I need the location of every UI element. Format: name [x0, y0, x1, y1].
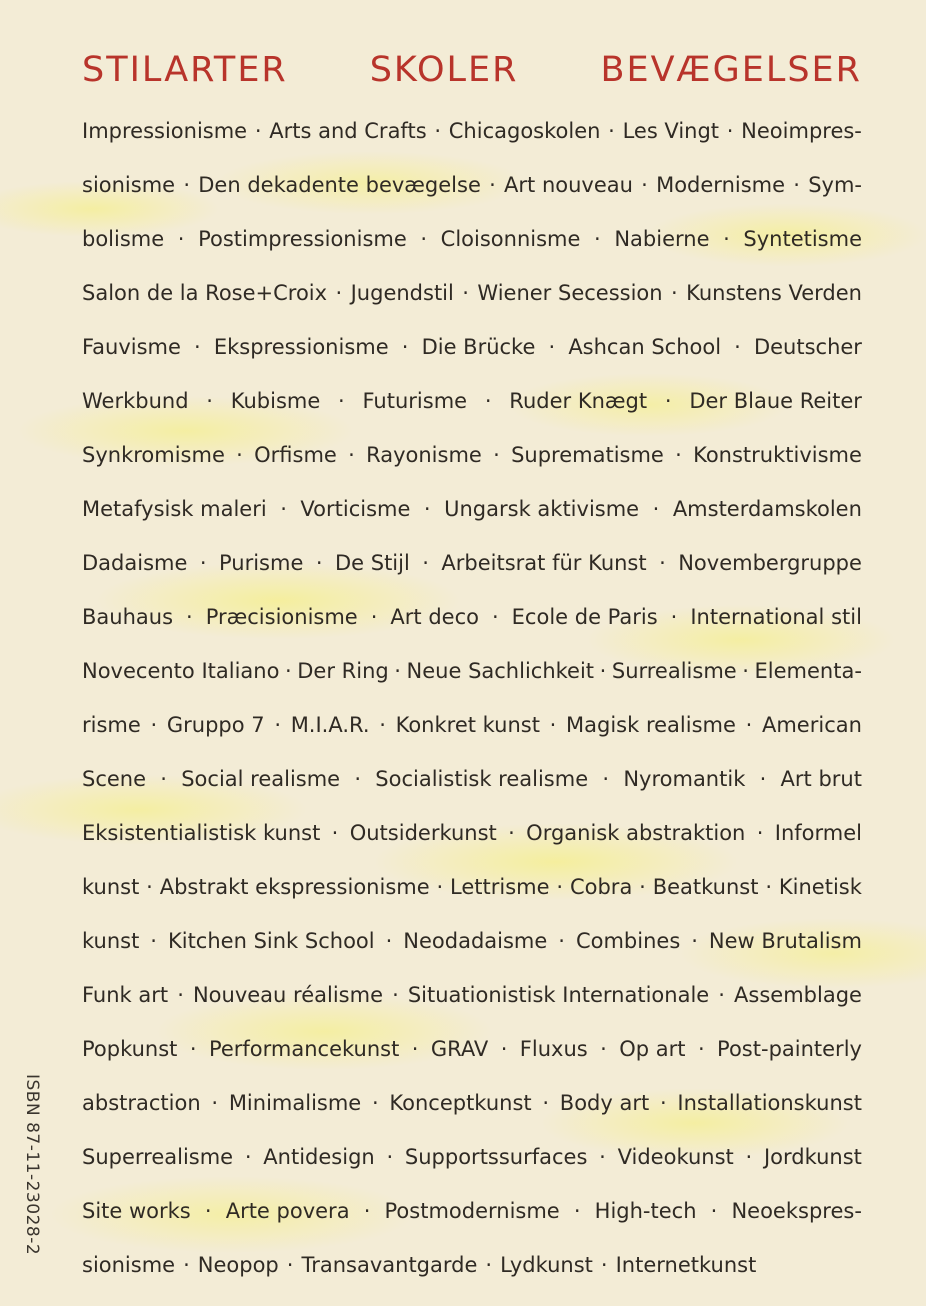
movement-name: Rayonisme [366, 443, 482, 467]
movement-name: Deutscher [753, 335, 862, 359]
movement-name: Les Vingt [622, 119, 720, 143]
separator-dot: · [652, 497, 660, 521]
list-item [82, 922, 862, 976]
separator-dot: · [659, 551, 666, 575]
list-item [82, 274, 862, 328]
separator-dot: · [160, 767, 167, 791]
separator-dot: · [745, 1145, 753, 1169]
movement-name: GRAV [430, 1037, 489, 1061]
separator-dot: · [462, 281, 469, 305]
movement-name: Ungarsk aktivisme [444, 497, 640, 521]
separator-dot: · [363, 1199, 371, 1223]
movement-name: Beatkunst [652, 875, 759, 899]
separator-dot: · [756, 821, 764, 845]
movement-name: Funk art [82, 983, 169, 1007]
separator-dot: · [354, 767, 362, 791]
separator-dot: · [759, 767, 767, 791]
list-item [82, 976, 862, 1030]
movement-name: Nabierne [614, 227, 710, 251]
movement-name: risme [82, 713, 141, 737]
movement-name: Suprematisme [511, 443, 664, 467]
title-word: BEVÆGELSER [600, 50, 862, 90]
movement-name: Ecole de Paris [511, 605, 658, 629]
movement-name: Neoekspres- [731, 1199, 862, 1223]
separator-dot: · [385, 929, 393, 953]
separator-dot: · [675, 443, 682, 467]
movement-name: Kitchen Sink School [167, 929, 375, 953]
list-item [82, 1084, 862, 1138]
title-word: STILARTER [82, 50, 288, 90]
separator-dot: · [436, 875, 444, 899]
list-item [82, 760, 862, 814]
movement-name: Internetkunst [615, 1253, 757, 1277]
movement-name: abstraction [82, 1091, 201, 1115]
separator-dot: · [691, 929, 698, 953]
movement-name: Den dekadente bevægelse [198, 173, 481, 197]
movement-name: Neopop [197, 1253, 279, 1277]
list-item [82, 868, 862, 922]
movement-name: Der Blaue Reiter [689, 389, 862, 413]
list-item [82, 328, 862, 382]
separator-dot: · [335, 281, 343, 305]
separator-dot: · [600, 1037, 607, 1061]
movement-name: Socialistisk realisme [375, 767, 589, 791]
separator-dot: · [150, 929, 157, 953]
movement-name: Neue Sachlichkeit [406, 659, 595, 683]
separator-dot: · [177, 983, 184, 1007]
separator-dot: · [401, 335, 409, 359]
movement-name: Futurisme [362, 389, 468, 413]
separator-dot: · [371, 1091, 379, 1115]
list-item [82, 166, 862, 220]
movement-name: Elementa- [754, 659, 862, 683]
separator-dot: · [199, 551, 207, 575]
movement-name: Konceptkunst [389, 1091, 532, 1115]
separator-dot: · [331, 821, 339, 845]
movement-name: Orfisme [254, 443, 337, 467]
separator-dot: · [710, 1199, 718, 1223]
separator-dot: · [742, 659, 749, 683]
movement-name: kunst [82, 929, 140, 953]
separator-dot: · [600, 1253, 608, 1277]
separator-dot: · [734, 335, 741, 359]
movement-name: Ashcan School [568, 335, 722, 359]
movement-name: Metafysisk maleri [82, 497, 267, 521]
movement-name: Dadaisme [82, 551, 188, 575]
movement-name: Arts and Crafts [269, 119, 427, 143]
movement-name: Synkromisme [82, 443, 225, 467]
separator-dot: · [500, 1037, 508, 1061]
movement-name: Konkret kunst [395, 713, 540, 737]
movement-name: Outsiderkunst [349, 821, 497, 845]
movement-name: Der Ring [297, 659, 389, 683]
movement-name: Lettrisme [450, 875, 550, 899]
separator-dot: · [558, 929, 565, 953]
movement-name: Purisme [218, 551, 304, 575]
separator-dot: · [484, 389, 492, 413]
separator-dot: · [338, 389, 345, 413]
separator-dot: · [765, 875, 773, 899]
movement-name: Assemblage [734, 983, 862, 1007]
movement-name: sionisme [82, 1253, 176, 1277]
movement-name: Post-painterly [717, 1037, 862, 1061]
separator-dot: · [286, 1253, 294, 1277]
movement-name: Præcisionisme [205, 605, 358, 629]
separator-dot: · [379, 713, 386, 737]
list-item [82, 112, 862, 166]
separator-dot: · [206, 389, 213, 413]
movement-name: Installationskunst [677, 1091, 862, 1115]
separator-dot: · [491, 605, 499, 629]
separator-dot: · [280, 497, 287, 521]
movement-name: Informel [774, 821, 862, 845]
separator-dot: · [549, 713, 557, 737]
movement-name: Kubisme [230, 389, 321, 413]
movement-name: Neodadaisme [403, 929, 548, 953]
separator-dot: · [599, 1145, 606, 1169]
separator-dot: · [189, 1037, 197, 1061]
movement-name: Modernisme [656, 173, 786, 197]
separator-dot: · [573, 1199, 581, 1223]
list-item [82, 1138, 862, 1192]
movement-name: Arte povera [225, 1199, 350, 1223]
movement-name: Art deco [390, 605, 479, 629]
separator-dot: · [194, 335, 201, 359]
movement-name: sionisme [82, 173, 176, 197]
separator-dot: · [723, 227, 730, 251]
movement-name: Jugendstil [350, 281, 454, 305]
separator-dot: · [186, 605, 193, 629]
separator-dot: · [697, 1037, 705, 1061]
separator-dot: · [671, 281, 678, 305]
movement-name: Sym- [808, 173, 862, 197]
separator-dot: · [641, 173, 648, 197]
movement-name: Supportssurfaces [404, 1145, 588, 1169]
list-item [82, 1246, 862, 1300]
list-item [82, 490, 862, 544]
movement-name: Arbeitsrat für Kunst [441, 551, 647, 575]
movement-name: American [761, 713, 862, 737]
movement-name: Werkbund [82, 389, 189, 413]
separator-dot: · [594, 227, 601, 251]
separator-dot: · [726, 119, 734, 143]
separator-dot: · [392, 983, 399, 1007]
movement-name: Nyromantik [623, 767, 746, 791]
movement-name: New Brutalism [708, 929, 862, 953]
movement-name: Fluxus [519, 1037, 588, 1061]
movement-name: M.I.A.R. [290, 713, 370, 737]
movement-name: Performancekunst [208, 1037, 400, 1061]
movement-name: Scene [82, 767, 147, 791]
movement-name: Combines [575, 929, 681, 953]
movement-name: Cobra [569, 875, 633, 899]
separator-dot: · [236, 443, 243, 467]
separator-dot: · [411, 1037, 419, 1061]
separator-dot: · [608, 119, 615, 143]
movement-name: Antidesign [263, 1145, 375, 1169]
movement-name: Kinetisk [778, 875, 862, 899]
movement-name: Salon de la Rose+Croix [82, 281, 328, 305]
list-item [82, 1192, 862, 1246]
list-item [82, 220, 862, 274]
separator-dot: · [556, 875, 564, 899]
movement-name: Superrealisme [82, 1145, 234, 1169]
movement-name: Postimpressionisme [198, 227, 407, 251]
movement-name: Bauhaus [82, 605, 174, 629]
separator-dot: · [508, 821, 515, 845]
movement-name: Nouveau réalisme [192, 983, 383, 1007]
movement-name: Surrealisme [611, 659, 737, 683]
list-item [82, 706, 862, 760]
separator-dot: · [254, 119, 262, 143]
movement-name: Ruder Knægt [509, 389, 648, 413]
movement-name: Neoimpres- [741, 119, 862, 143]
movement-name: Lydkunst [500, 1253, 593, 1277]
list-item [82, 652, 862, 706]
movement-name: International stil [690, 605, 862, 629]
separator-dot: · [599, 659, 607, 683]
separator-dot: · [146, 875, 153, 899]
separator-dot: · [659, 1091, 667, 1115]
separator-dot: · [422, 551, 429, 575]
title-word: SKOLER [369, 50, 519, 90]
list-item [82, 436, 862, 490]
list-item [82, 814, 862, 868]
separator-dot: · [548, 335, 556, 359]
separator-dot: · [639, 875, 646, 899]
movement-name: Jordkunst [763, 1145, 862, 1169]
movement-name: Syntetisme [743, 227, 862, 251]
separator-dot: · [423, 497, 431, 521]
separator-dot: · [485, 1253, 493, 1277]
separator-dot: · [434, 119, 442, 143]
page-title [82, 50, 862, 90]
isbn-number: ISBN 87-11-23028-2 [22, 1074, 42, 1256]
separator-dot: · [244, 1145, 252, 1169]
list-item [82, 598, 862, 652]
movement-name: De Stijl [334, 551, 410, 575]
movement-name: Wiener Secession [477, 281, 663, 305]
movement-name: Situationistisk Internationale [407, 983, 710, 1007]
separator-dot: · [274, 713, 281, 737]
separator-dot: · [394, 659, 401, 683]
movement-name: Videokunst [617, 1145, 734, 1169]
movement-name: Novecento Italiano [82, 659, 280, 683]
movement-name: Die Brücke [421, 335, 536, 359]
separator-dot: · [183, 1253, 190, 1277]
list-item [82, 1030, 862, 1084]
movement-name: Postmodernisme [384, 1199, 560, 1223]
movement-name: Organisk abstraktion [526, 821, 746, 845]
movement-name: Impressionisme [82, 119, 248, 143]
movement-name: Ekspressionisme [213, 335, 389, 359]
movement-name: Minimalisme [228, 1091, 362, 1115]
movement-name: Abstrakt ekspressionisme [159, 875, 430, 899]
movement-name: Eksistentialistisk kunst [82, 821, 321, 845]
list-item [82, 382, 862, 436]
movement-name: bolisme [82, 227, 165, 251]
movement-name: Art brut [780, 767, 862, 791]
separator-dot: · [386, 1145, 394, 1169]
movement-list [82, 112, 862, 1300]
separator-dot: · [602, 767, 610, 791]
separator-dot: · [493, 443, 500, 467]
separator-dot: · [793, 173, 800, 197]
movement-name: Op art [619, 1037, 686, 1061]
separator-dot: · [211, 1091, 219, 1115]
separator-dot: · [370, 605, 378, 629]
movement-name: Fauvisme [82, 335, 181, 359]
separator-dot: · [348, 443, 355, 467]
separator-dot: · [420, 227, 428, 251]
movement-name: Cloisonnisme [440, 227, 581, 251]
movement-name: High-tech [594, 1199, 697, 1223]
movement-name: Chicagoskolen [448, 119, 601, 143]
separator-dot: · [183, 173, 191, 197]
movement-name: Popkunst [82, 1037, 178, 1061]
list-item [82, 544, 862, 598]
separator-dot: · [177, 227, 185, 251]
separator-dot: · [718, 983, 725, 1007]
movement-name: Art nouveau [504, 173, 633, 197]
movement-name: Social realisme [181, 767, 341, 791]
movement-name: Vorticisme [300, 497, 411, 521]
separator-dot: · [745, 713, 753, 737]
separator-dot: · [204, 1199, 212, 1223]
movement-name: Site works [82, 1199, 191, 1223]
movement-name: Kunstens Verden [686, 281, 862, 305]
separator-dot: · [542, 1091, 550, 1115]
movement-name: Magisk realisme [566, 713, 736, 737]
separator-dot: · [285, 659, 292, 683]
separator-dot: · [664, 389, 672, 413]
separator-dot: · [670, 605, 678, 629]
movement-name: Transavantgarde [301, 1253, 478, 1277]
movement-name: Body art [559, 1091, 650, 1115]
separator-dot: · [315, 551, 323, 575]
movement-name: Konstruktivisme [693, 443, 862, 467]
separator-dot: · [489, 173, 496, 197]
movement-name: Gruppo 7 [166, 713, 265, 737]
separator-dot: · [150, 713, 158, 737]
movement-name: Amsterdamskolen [672, 497, 862, 521]
movement-name: Novembergruppe [678, 551, 862, 575]
movement-name: kunst [82, 875, 140, 899]
